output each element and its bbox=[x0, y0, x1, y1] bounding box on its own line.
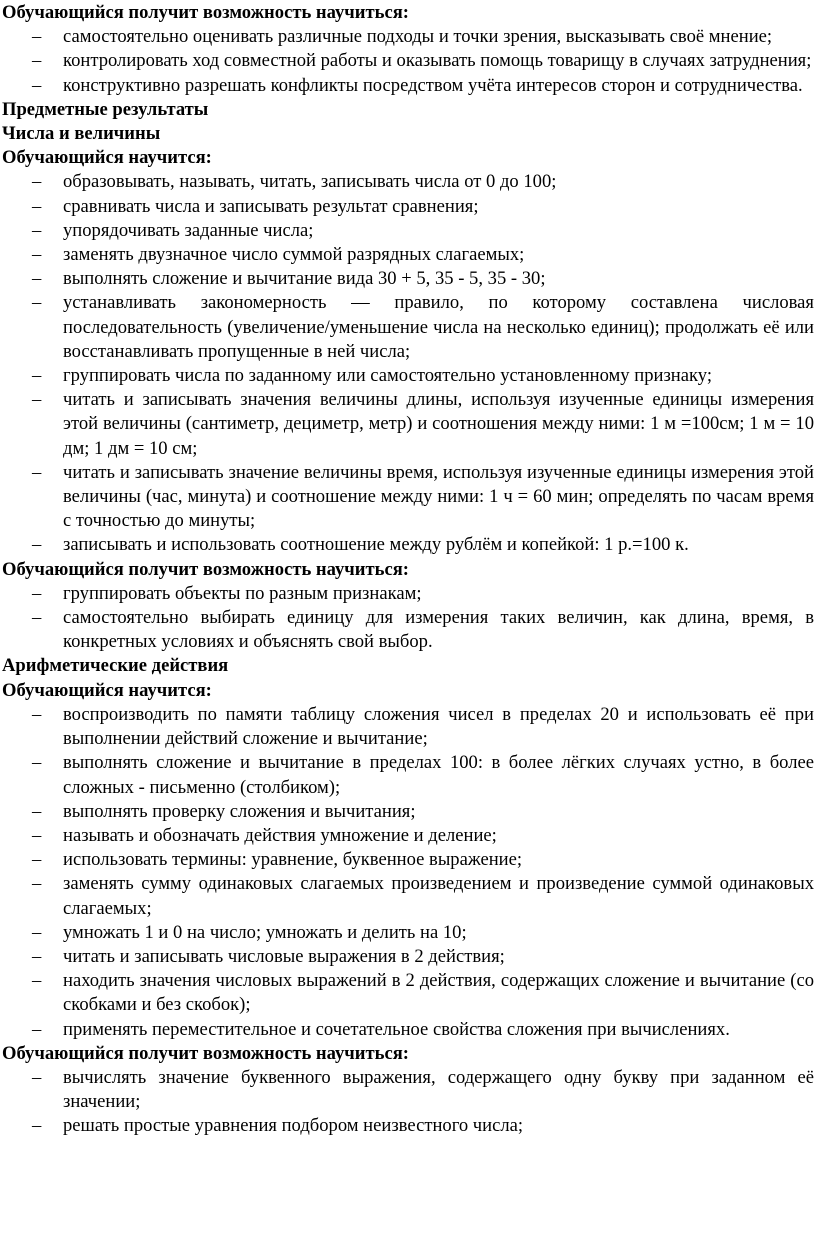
list-item: – заменять сумму одинаковых слагаемых произведением и произведение суммой одинаковых слагаемых; bbox=[2, 872, 814, 920]
list-item: – заменять двузначное число суммой разрядных слагаемых; bbox=[2, 243, 814, 267]
bullet-list bbox=[2, 1066, 814, 1139]
section-heading: Обучающийся научится: bbox=[2, 147, 212, 169]
bullet-list bbox=[2, 703, 814, 1042]
section-heading: Обучающийся получит возможность научиться: bbox=[2, 1042, 409, 1064]
list-item: – применять переместительное и сочетательное свойства сложения при вычислениях. bbox=[2, 1018, 814, 1042]
list-item: – конструктивно разрешать конфликты посредством учёта интересов сторон и сотрудничества. bbox=[2, 74, 814, 98]
list-item: – выполнять сложение и вычитание в пределах 100: в более лёгких случаях устно, в более сложных - письменно (столбиком); bbox=[2, 751, 814, 799]
list-item: – воспроизводить по памяти таблицу сложения чисел в пределах 20 и использовать её при выполнении действий сложение и вычитание; bbox=[2, 703, 814, 751]
list-item: – сравнивать числа и записывать результат сравнения; bbox=[2, 195, 814, 219]
list-item: – использовать термины: уравнение, буквенное выражение; bbox=[2, 848, 814, 872]
bullet-list bbox=[2, 25, 814, 98]
list-item: – самостоятельно оценивать различные подходы и точки зрения, высказывать своё мнение; bbox=[2, 25, 814, 49]
bullet-list bbox=[2, 582, 814, 655]
list-item: – умножать 1 и 0 на число; умножать и делить на 10; bbox=[2, 921, 814, 945]
section-heading: Числа и величины bbox=[2, 123, 161, 145]
list-item: – упорядочивать заданные числа; bbox=[2, 219, 814, 243]
list-item: – выполнять проверку сложения и вычитания; bbox=[2, 800, 814, 824]
section-heading: Обучающийся получит возможность научиться: bbox=[2, 558, 409, 580]
bullet-list bbox=[2, 170, 814, 557]
list-item: – читать и записывать числовые выражения в 2 действия; bbox=[2, 945, 814, 969]
list-item: – решать простые уравнения подбором неизвестного числа; bbox=[2, 1114, 814, 1138]
list-item: – читать и записывать значения величины длины, используя изученные единицы измерения этой величины (сантиметр, дециметр, метр) и соотношения между ними: 1 м =100см; 1 м = 10 дм; 1 дм = 10 см; bbox=[2, 388, 814, 461]
list-item: – находить значения числовых выражений в 2 действия, содержащих сложение и вычитание (со скобками и без скобок); bbox=[2, 969, 814, 1017]
list-item: – группировать объекты по разным признакам; bbox=[2, 582, 814, 606]
list-item: – выполнять сложение и вычитание вида 30 + 5, 35 - 5, 35 - 30; bbox=[2, 267, 814, 291]
list-item: – называть и обозначать действия умножение и деление; bbox=[2, 824, 814, 848]
list-item: – контролировать ход совместной работы и оказывать помощь товарищу в случаях затруднения; bbox=[2, 49, 814, 73]
list-item: – группировать числа по заданному или самостоятельно установленному признаку; bbox=[2, 364, 814, 388]
section-heading: Предметные результаты bbox=[2, 98, 209, 120]
section-heading: Обучающийся получит возможность научиться: bbox=[2, 2, 409, 23]
list-item: – вычислять значение буквенного выражения, содержащего одну букву при заданном её значении; bbox=[2, 1066, 814, 1114]
list-item: – самостоятельно выбирать единицу для измерения таких величин, как длина, время, в конкретных условиях и объяснять свой выбор. bbox=[2, 606, 814, 654]
section-heading: Арифметические действия bbox=[2, 655, 229, 677]
list-item: – устанавливать закономерность — правило, по которому составлена числовая последовательность (увеличение/уменьшение числа на несколько единиц); продолжать её или восстанавливать пропущенные в ней числа; bbox=[2, 291, 814, 364]
section-heading: Обучающийся научится: bbox=[2, 679, 212, 701]
list-item: – читать и записывать значение величины время, используя изученные единицы измерения этой величины (час, минута) и соотношение между ними: 1 ч = 60 мин; определять по часам время с точностью до минуты; bbox=[2, 461, 814, 534]
list-item: – образовывать, называть, читать, записывать числа от 0 до 100; bbox=[2, 170, 814, 194]
list-item: – записывать и использовать соотношение между рублём и копейкой: 1 р.=100 к. bbox=[2, 533, 814, 557]
